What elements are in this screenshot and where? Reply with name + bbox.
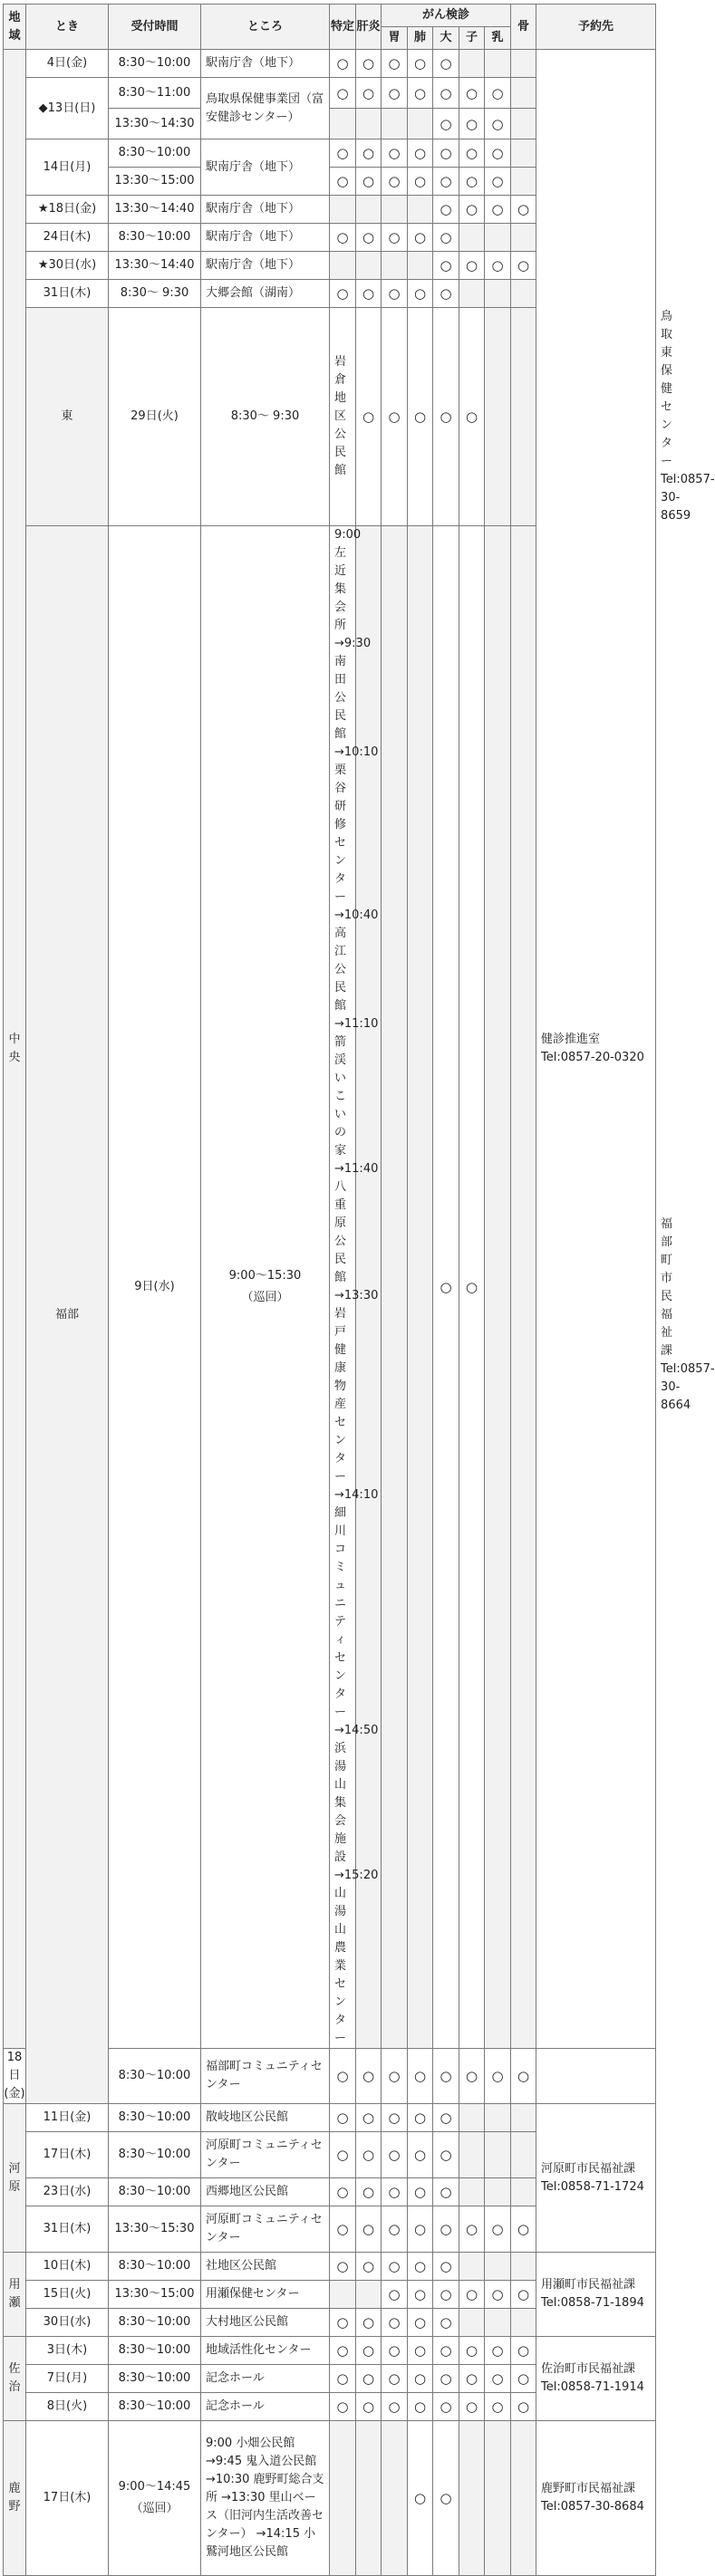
- empty-uterus: [459, 2132, 485, 2178]
- mark-kanen: ○: [356, 168, 382, 196]
- mark-uterus: ○: [459, 139, 485, 168]
- mark-bone: ○: [511, 2049, 536, 2104]
- place-cell: 鳥取県保健事業団（富安健診センター）: [201, 78, 330, 139]
- time-text: 9:00～14:45: [118, 2480, 191, 2494]
- table-row: [4, 2253, 656, 2281]
- mark-stomach: ○: [382, 2253, 408, 2281]
- region-mochigase: 用瀬: [4, 2253, 26, 2337]
- empty-breast: [485, 224, 511, 252]
- empty-tokutei: [330, 109, 356, 139]
- time-cell: 8:30～ 9:30: [109, 280, 201, 308]
- date-cell: 7日(月): [26, 2365, 109, 2393]
- header-stomach: 胃: [382, 27, 408, 50]
- date-cell: 29日(火): [109, 308, 201, 526]
- time-cell: 8:30～10:00: [109, 50, 201, 78]
- mark-bone: ○: [511, 2337, 536, 2365]
- time-cell: 8:30～10:00: [109, 2253, 201, 2281]
- mark-tokutei: ○: [330, 2178, 356, 2206]
- mark-colon: ○: [433, 2132, 459, 2178]
- mark-colon: ○: [433, 280, 459, 308]
- mark-lung: ○: [408, 2206, 433, 2253]
- header-bone: 骨: [511, 5, 536, 50]
- mark-colon: ○: [433, 196, 459, 224]
- mark-kanen: ○: [356, 2132, 382, 2178]
- empty-uterus: [459, 2421, 485, 2576]
- mark-lung: ○: [408, 2104, 433, 2132]
- empty-bone: [511, 2421, 536, 2576]
- empty-tokutei: [330, 196, 356, 224]
- mark-uterus: ○: [459, 2365, 485, 2393]
- time-cell: 13:30～14:30: [109, 109, 201, 139]
- mark-uterus: ○: [459, 168, 485, 196]
- contact-name: 河原町市民福祉課: [541, 2161, 636, 2176]
- mark-tokutei: ○: [330, 2049, 356, 2104]
- screening-schedule-table: [3, 4, 715, 2576]
- header-kanen: 肝炎: [356, 5, 382, 50]
- date-cell: 10日(木): [26, 2253, 109, 2281]
- mark-stomach: ○: [382, 168, 408, 196]
- mark-kanen: ○: [356, 2393, 382, 2421]
- mark-tokutei: ○: [330, 78, 356, 109]
- place-cell: 散岐地区公民館: [201, 2104, 330, 2132]
- mark-colon: ○: [433, 2365, 459, 2393]
- empty-uterus: [459, 224, 485, 252]
- header-uterus: 子: [459, 27, 485, 50]
- mark-tokutei: ○: [330, 2253, 356, 2281]
- mark-breast: ○: [485, 252, 511, 280]
- date-cell: 24日(木): [26, 224, 109, 252]
- mark-stomach: ○: [382, 2337, 408, 2365]
- mark-lung: ○: [408, 280, 433, 308]
- mark-uterus: ○: [459, 2393, 485, 2421]
- header-region: 地域: [4, 5, 26, 50]
- empty-stomach: [408, 526, 433, 2049]
- empty-kanen: [356, 252, 382, 280]
- mark-stomach: ○: [382, 2178, 408, 2206]
- mark-tokutei: ○: [330, 2132, 356, 2178]
- place-cell: 記念ホール: [201, 2365, 330, 2393]
- mark-uterus: ○: [459, 2337, 485, 2365]
- empty-kanen: [382, 526, 408, 2049]
- mark-stomach: ○: [382, 2104, 408, 2132]
- time-cell: 13:30～14:40: [109, 196, 201, 224]
- header-date: とき: [26, 5, 109, 50]
- mark-bone: ○: [511, 2365, 536, 2393]
- empty-bone: [511, 139, 536, 168]
- mark-lung: ○: [408, 168, 433, 196]
- time-cell: 13:30～14:40: [109, 252, 201, 280]
- place-cell: 9:00 左近集会所 →9:30 南田公民館 →10:10 栗谷研修センター →10:40 高江公民館 →11:10箭渓いこいの家 →11:40 八重原公民館 →13:30岩戸健康物産センター →14:10 細川コミュニティセンター →14:50 浜湯山集会施設 →15:20 山湯山農業センター: [330, 526, 356, 2049]
- contact-name: 佐治町市民福祉課: [541, 2362, 636, 2376]
- mark-kanen: ○: [356, 2337, 382, 2365]
- time-cell: 8:30～10:00: [109, 139, 201, 168]
- mark-uterus: ○: [459, 109, 485, 139]
- mark-colon: ○: [433, 2178, 459, 2206]
- place-cell: 駅南庁舎（地下）: [201, 224, 330, 252]
- header-lung: 肺: [408, 27, 433, 50]
- region-shikano: 鹿野: [4, 2421, 26, 2576]
- mark-tokutei: ○: [330, 280, 356, 308]
- empty-breast: [485, 50, 511, 78]
- mark-colon: ○: [433, 2049, 459, 2104]
- date-cell: 18日(金): [4, 2049, 26, 2104]
- table-row: [4, 2104, 656, 2132]
- time-cell: 8:30～10:00: [109, 224, 201, 252]
- mark-lung: ○: [408, 2337, 433, 2365]
- mark-lung: ○: [408, 78, 433, 109]
- mark-lung: ○: [408, 2281, 433, 2309]
- mark-uterus: ○: [459, 252, 485, 280]
- mark-lung: ○: [408, 2178, 433, 2206]
- mark-kanen: ○: [356, 2049, 382, 2104]
- mark-colon: ○: [433, 2337, 459, 2365]
- mark-stomach: ○: [382, 280, 408, 308]
- empty-uterus: [459, 2104, 485, 2132]
- mark-stomach: ○: [382, 2309, 408, 2337]
- region-fukube: 福部: [26, 526, 109, 2104]
- mark-breast: ○: [485, 2049, 511, 2104]
- empty-breast: [511, 526, 536, 2049]
- empty-stomach: [382, 2421, 408, 2576]
- mark-colon: ○: [433, 252, 459, 280]
- mark-kanen: ○: [356, 78, 382, 109]
- mark-stomach: ○: [382, 2393, 408, 2421]
- region-kawahara: 河原: [4, 2104, 26, 2253]
- time-cell: [109, 2421, 201, 2576]
- mark-colon: ○: [459, 526, 485, 2049]
- time-cell: 8:30～10:00: [109, 2049, 201, 2104]
- header-reserve: 予約先: [536, 5, 656, 50]
- mark-kanen: ○: [356, 50, 382, 78]
- empty-bone: [511, 2309, 536, 2337]
- empty-kanen: [356, 2421, 382, 2576]
- empty-lung: [408, 196, 433, 224]
- mark-lung: ○: [408, 2132, 433, 2178]
- empty-uterus: [459, 2309, 485, 2337]
- place-cell: 用瀬保健センター: [201, 2281, 330, 2309]
- contact-tel: Tel:0857-30-8684: [541, 2500, 644, 2514]
- mark-colon: ○: [433, 2104, 459, 2132]
- contact-mochigase: [536, 2253, 656, 2337]
- empty-breast: [485, 2421, 511, 2576]
- date-cell: 11日(金): [26, 2104, 109, 2132]
- empty-bone: [511, 50, 536, 78]
- mark-lung: ○: [408, 2253, 433, 2281]
- date-cell: 23日(水): [26, 2178, 109, 2206]
- header-place: ところ: [201, 5, 330, 50]
- mark-kanen: ○: [356, 2365, 382, 2393]
- mark-tokutei: ○: [330, 2337, 356, 2365]
- empty-stomach: [382, 109, 408, 139]
- mark-stomach: ○: [382, 139, 408, 168]
- mark-kanen: ○: [356, 224, 382, 252]
- date-cell: 31日(木): [26, 2206, 109, 2253]
- place-cell: 駅南庁舎（地下）: [201, 50, 330, 78]
- date-cell: 4日(金): [26, 50, 109, 78]
- empty-tokutei: [330, 2281, 356, 2309]
- mark-stomach: ○: [382, 224, 408, 252]
- empty-bone: [511, 2253, 536, 2281]
- mark-tokutei: ○: [330, 224, 356, 252]
- contact-shikano: [536, 2421, 656, 2576]
- mark-tokutei: ○: [330, 168, 356, 196]
- mark-kanen: ○: [356, 2253, 382, 2281]
- table-row: 東 29日(火) 8:30～ 9:30 岩倉地区公民館 ○ ○ ○ ○ ○ 鳥取東保健センター Tel:0857-30-8659: [4, 308, 656, 526]
- empty-lung: [408, 252, 433, 280]
- mark-uterus: ○: [459, 196, 485, 224]
- contact-tel: Tel:0858-71-1894: [541, 2296, 644, 2310]
- header-tokutei: 特定: [330, 5, 356, 50]
- empty-uterus: [459, 50, 485, 78]
- region-saji: 佐治: [4, 2337, 26, 2421]
- mark-breast: ○: [485, 2393, 511, 2421]
- empty-uterus: [485, 308, 511, 526]
- empty-breast: [485, 2132, 511, 2178]
- mark-lung: ○: [433, 526, 459, 2049]
- time-cell: [201, 526, 330, 2049]
- mark-colon: ○: [433, 2309, 459, 2337]
- mark-tokutei: ○: [330, 2206, 356, 2253]
- patrol-note: （巡回）: [241, 1291, 289, 1304]
- empty-bone: [511, 224, 536, 252]
- place-cell: 大郷会館（湖南）: [201, 280, 330, 308]
- mark-lung: ○: [433, 308, 459, 526]
- mark-breast: ○: [485, 78, 511, 109]
- mark-kanen: ○: [356, 2178, 382, 2206]
- mark-bone: ○: [511, 2281, 536, 2309]
- time-cell: 13:30～15:00: [109, 2281, 201, 2309]
- date-cell: 8日(火): [26, 2393, 109, 2421]
- time-cell: 8:30～10:00: [109, 2365, 201, 2393]
- mark-stomach: ○: [382, 2281, 408, 2309]
- date-cell: 30日(水): [26, 2309, 109, 2337]
- empty-bone: [511, 280, 536, 308]
- date-cell: ★30日(水): [26, 252, 109, 280]
- date-cell: 17日(木): [26, 2421, 109, 2576]
- time-cell: 8:30～10:00: [109, 2337, 201, 2365]
- contact-name: 鹿野町市民福祉課: [541, 2482, 636, 2495]
- mark-stomach: ○: [382, 50, 408, 78]
- contact-kawahara: [536, 2104, 656, 2253]
- mark-breast: ○: [485, 109, 511, 139]
- place-cell: 河原町コミュニティセンター: [201, 2206, 330, 2253]
- date-cell: ◆13日(日): [26, 78, 109, 139]
- mark-lung: ○: [408, 50, 433, 78]
- date-cell: 15日(火): [26, 2281, 109, 2309]
- mark-tokutei: ○: [330, 2104, 356, 2132]
- mark-colon: ○: [433, 2393, 459, 2421]
- mark-tokutei: ○: [330, 2393, 356, 2421]
- mark-stomach: ○: [382, 2132, 408, 2178]
- empty-kanen: [356, 196, 382, 224]
- mark-bone: ○: [511, 2393, 536, 2421]
- table-row: 福部 9日(水) 9:00～15:30 （巡回） 9:00 左近集会所 →9:30 南田公民館 →10:10 栗谷研修センター →10:40 高江公民館 →11:10箭渓いこいの家 →11:40 八重原公民館 →13:30岩戸健康物産センター →14:10 細川コミュニティセンター →14:50 浜湯山集会施設 →15:20 山湯山農業センター ○ ○ 福部町市民福祉課 Tel:0857-30-8664: [4, 526, 656, 2049]
- contact-name: 用瀬町市民福祉課: [541, 2278, 636, 2292]
- mark-breast: ○: [485, 2206, 511, 2253]
- mark-lung: ○: [408, 2393, 433, 2421]
- contact-tel: Tel:0858-71-1914: [541, 2380, 644, 2394]
- mark-uterus: ○: [459, 2206, 485, 2253]
- empty-bone: [511, 109, 536, 139]
- mark-uterus: ○: [459, 78, 485, 109]
- table-row: [4, 2421, 656, 2576]
- mark-colon: ○: [433, 2253, 459, 2281]
- mark-colon: ○: [433, 139, 459, 168]
- mark-stomach: ○: [382, 2365, 408, 2393]
- place-cell: 岩倉地区公民館: [330, 308, 356, 526]
- mark-breast: ○: [485, 168, 511, 196]
- time-cell: 8:30～10:00: [109, 2104, 201, 2132]
- mark-kanen: ○: [382, 308, 408, 526]
- mark-uterus: ○: [459, 2049, 485, 2104]
- time-cell: 13:30～15:00: [109, 168, 201, 196]
- place-cell: 地域活性化センター: [201, 2337, 330, 2365]
- mark-tokutei: ○: [356, 308, 382, 526]
- mark-tokutei: ○: [330, 139, 356, 168]
- empty-uterus: [459, 2253, 485, 2281]
- mark-breast: ○: [485, 2365, 511, 2393]
- time-cell: 8:30～10:00: [109, 2309, 201, 2337]
- mark-colon: ○: [459, 308, 485, 526]
- empty-kanen: [356, 2281, 382, 2309]
- mark-breast: ○: [485, 139, 511, 168]
- mark-lung: ○: [408, 2421, 433, 2576]
- time-cell: 13:30～15:30: [109, 2206, 201, 2253]
- place-cell: 福部町コミュニティセンター: [201, 2049, 330, 2104]
- mark-colon: ○: [433, 78, 459, 109]
- place-cell: 社地区公民館: [201, 2253, 330, 2281]
- empty-lung: [408, 109, 433, 139]
- mark-kanen: ○: [356, 139, 382, 168]
- mark-colon: ○: [433, 109, 459, 139]
- empty-breast: [511, 308, 536, 526]
- empty-tokutei: [330, 2421, 356, 2576]
- contact-name: 健診推進室: [541, 1033, 601, 1046]
- empty-breast: [485, 2178, 511, 2206]
- place-cell: 駅南庁舎（地下）: [201, 139, 330, 196]
- header-time: 受付時間: [109, 5, 201, 50]
- mark-stomach: ○: [382, 2206, 408, 2253]
- empty-uterus: [459, 280, 485, 308]
- empty-breast: [485, 2104, 511, 2132]
- empty-stomach: [382, 252, 408, 280]
- mark-breast: ○: [485, 2281, 511, 2309]
- empty-tokutei: [330, 252, 356, 280]
- date-cell: 3日(木): [26, 2337, 109, 2365]
- mark-colon: ○: [433, 2281, 459, 2309]
- empty-bone: [511, 2178, 536, 2206]
- mark-colon: ○: [433, 2206, 459, 2253]
- mark-lung: ○: [408, 2365, 433, 2393]
- place-cell: 河原町コミュニティセンター: [201, 2132, 330, 2178]
- empty-stomach: [382, 196, 408, 224]
- mark-colon: ○: [433, 224, 459, 252]
- time-cell: 8:30～ 9:30: [201, 308, 330, 526]
- table-row: [4, 50, 656, 78]
- mark-colon: ○: [433, 2421, 459, 2576]
- mark-kanen: ○: [356, 2309, 382, 2337]
- mark-uterus: ○: [459, 2281, 485, 2309]
- place-cell: 駅南庁舎（地下）: [201, 196, 330, 224]
- mark-kanen: ○: [356, 2104, 382, 2132]
- mark-lung: ○: [408, 2049, 433, 2104]
- mark-colon: ○: [433, 50, 459, 78]
- table-row: [4, 2337, 656, 2365]
- date-cell: 9日(水): [109, 526, 201, 2049]
- mark-kanen: ○: [356, 2206, 382, 2253]
- mark-tokutei: ○: [330, 2309, 356, 2337]
- time-cell: 8:30～11:00: [109, 78, 201, 109]
- time-cell: 8:30～10:00: [109, 2178, 201, 2206]
- header-breast: 乳: [485, 27, 511, 50]
- place-cell: 記念ホール: [201, 2393, 330, 2421]
- contact-tel: Tel:0858-71-1724: [541, 2179, 644, 2194]
- time-text: 9:00～15:30: [228, 1269, 302, 1283]
- patrol-note: （巡回）: [130, 2502, 179, 2515]
- contact-chuo: [536, 50, 656, 2049]
- mark-lung: ○: [408, 224, 433, 252]
- mark-lung: ○: [408, 139, 433, 168]
- contact-tel: Tel:0857-20-0320: [541, 1051, 644, 1064]
- empty-uterus: [485, 526, 511, 2049]
- date-cell: 17日(木): [26, 2132, 109, 2178]
- region-higashi: 東: [26, 308, 109, 526]
- mark-tokutei: ○: [330, 2365, 356, 2393]
- mark-stomach: ○: [408, 308, 433, 526]
- empty-breast: [485, 2309, 511, 2337]
- empty-bone: [511, 2132, 536, 2178]
- mark-tokutei: ○: [330, 50, 356, 78]
- mark-bone: ○: [511, 252, 536, 280]
- date-cell: 14日(月): [26, 139, 109, 196]
- date-cell: 31日(木): [26, 280, 109, 308]
- contact-saji: [536, 2337, 656, 2421]
- header-gan: がん検診: [382, 5, 511, 27]
- mark-colon: ○: [433, 168, 459, 196]
- header-colon: 大: [433, 27, 459, 50]
- empty-bone: [511, 168, 536, 196]
- mark-breast: ○: [485, 2337, 511, 2365]
- mark-bone: ○: [511, 2206, 536, 2253]
- place-cell: 駅南庁舎（地下）: [201, 252, 330, 280]
- region-chuo: 中央: [4, 50, 26, 2049]
- empty-uterus: [459, 2178, 485, 2206]
- mark-breast: ○: [485, 196, 511, 224]
- empty-breast: [485, 280, 511, 308]
- empty-bone: [511, 78, 536, 109]
- place-cell: 大村地区公民館: [201, 2309, 330, 2337]
- mark-bone: ○: [511, 196, 536, 224]
- mark-stomach: ○: [382, 2049, 408, 2104]
- place-cell: 9:00 小畑公民館 →9:45 鬼入道公民館 →10:30 鹿野町総合支所 →13:30 里山ベース（旧河内生活改善センター） →14:15 小鷲河地区公民館: [201, 2421, 330, 2576]
- mark-kanen: ○: [356, 280, 382, 308]
- empty-breast: [485, 2253, 511, 2281]
- empty-bone: [511, 2104, 536, 2132]
- empty-kanen: [356, 109, 382, 139]
- mark-stomach: ○: [382, 78, 408, 109]
- place-cell: 西郷地区公民館: [201, 2178, 330, 2206]
- date-cell: ★18日(金): [26, 196, 109, 224]
- time-cell: 8:30～10:00: [109, 2132, 201, 2178]
- time-cell: 8:30～10:00: [109, 2393, 201, 2421]
- mark-lung: ○: [408, 2309, 433, 2337]
